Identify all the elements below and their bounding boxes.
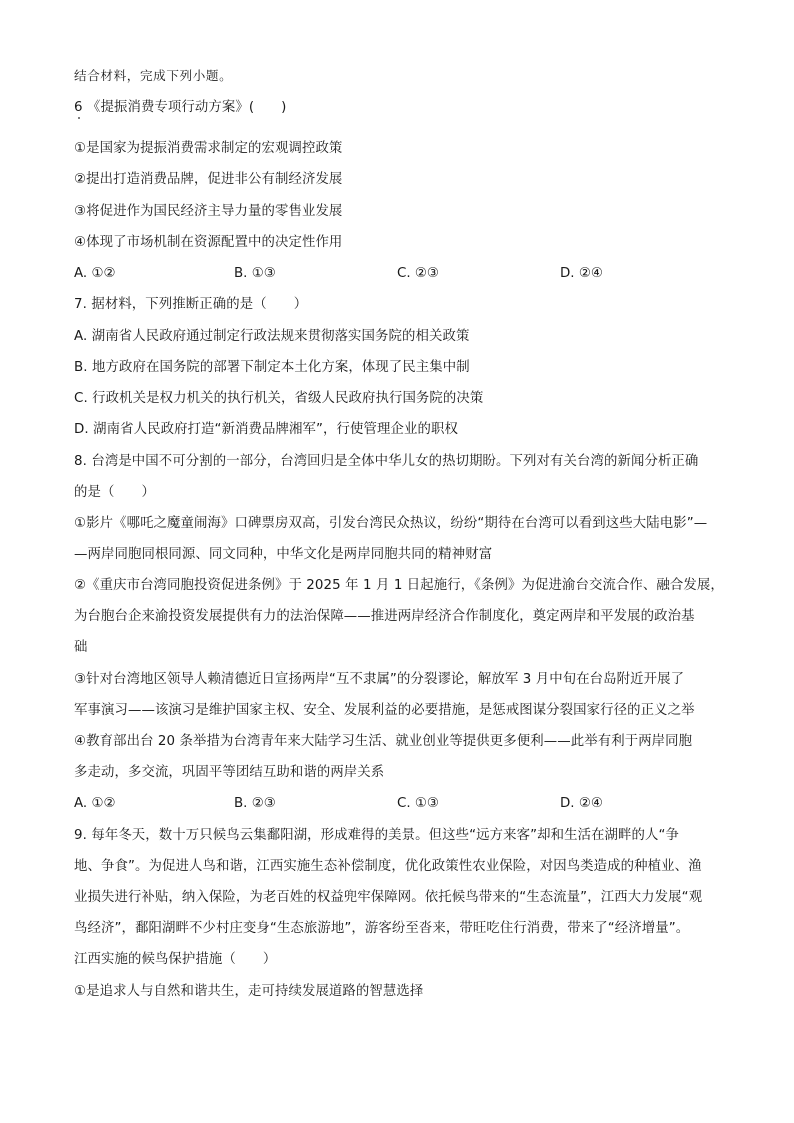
q6-option-c[interactable]: C. ②③ (397, 266, 439, 281)
q9-stem-line-4: 鸟经济”，鄱阳湖畔不少村庄变身“生态旅游地”，游客纷至沓来，带旺吃住行消费，带来了“经济增量”。 (74, 921, 690, 936)
q9-stem-line-3: 业损失进行补贴，纳入保险，为老百姓的权益兜牢保障网。依托候鸟带来的“生态流量”，江西大力发展“观 (74, 890, 703, 905)
q6-item-2: ②提出打造消费品牌，促进非公有制经济发展 (74, 172, 343, 187)
q8-item-line-1: ①影片《哪吒之魔童闹海》口碑票房双高，引发台湾民众热议，纷纷“期待在台湾可以看到这些大陆电影”— (74, 516, 708, 531)
q9-item-1: ①是追求人与自然和谐共生，走可持续发展道路的智慧选择 (74, 984, 424, 999)
q8-option-b[interactable]: B. ②③ (234, 796, 276, 811)
q8-item-line-7: 军事演习——该演习是维护国家主权、安全、发展利益的必要措施，是惩戒图谋分裂国家行径的正义之举 (74, 703, 695, 718)
q7-option-b[interactable]: B. 地方政府在国务院的部署下制定本土化方案，体现了民主集中制 (74, 360, 470, 375)
stray-dot (78, 117, 80, 119)
q6-item-3: ③将促进作为国民经济主导力量的零售业发展 (74, 204, 343, 219)
q8-item-line-5: 础 (74, 640, 88, 655)
q9-stem-line-2: 地、争食”。为促进人鸟和谐，江西实施生态补偿制度，优化政策性农业保险，对因鸟类造成的种植业、渔 (74, 859, 702, 874)
q7-option-a[interactable]: A. 湖南省人民政府通过制定行政法规来贯彻落实国务院的相关政策 (74, 329, 470, 344)
q8-options (74, 794, 734, 814)
q6-option-b[interactable]: B. ①③ (234, 266, 276, 281)
q6-item-4: ④体现了市场机制在资源配置中的决定性作用 (74, 235, 343, 250)
q8-item-line-9: 多走动，多交流，巩固平等团结互助和谐的两岸关系 (74, 765, 385, 780)
q8-option-c[interactable]: C. ①③ (397, 796, 439, 811)
q7-stem: 7. 据材料，下列推断正确的是（ ） (74, 297, 308, 312)
q8-option-d[interactable]: D. ②④ (560, 796, 603, 811)
q6-stem: 6 《提振消费专项行动方案》( ) (74, 100, 287, 115)
q8-item-line-4: 为台胞台企来渝投资发展提供有力的法治保障——推进两岸经济合作制度化，奠定两岸和平发展的政治基 (74, 609, 695, 624)
q9-stem-line-1: 9. 每年冬天，数十万只候鸟云集鄱阳湖，形成难得的美景。但这些“远方来客”却和生活在湖畔的人“争 (74, 828, 680, 843)
q8-stem-line-1: 8. 台湾是中国不可分割的一部分，台湾回归是全体中华儿女的热切期盼。下列对有关台湾的新闻分析正确 (74, 454, 699, 469)
material-instruction: 结合材料，完成下列小题。 (74, 68, 233, 83)
q8-item-line-6: ③针对台湾地区领导人赖清德近日宣扬两岸“互不隶属”的分裂谬论，解放军 3 月中旬在台岛附近开展了 (74, 672, 685, 687)
q6-options (74, 264, 734, 284)
q9-stem-line-5: 江西实施的候鸟保护措施（ ） (74, 952, 277, 967)
q6-option-a[interactable]: A. ①② (74, 266, 116, 281)
q8-item-line-8: ④教育部出台 20 条举措为台湾青年来大陆学习生活、就业创业等提供更多便利——此举有利于两岸同胞 (74, 734, 693, 749)
q6-item-1: ①是国家为提振消费需求制定的宏观调控政策 (74, 141, 343, 156)
q6-option-d[interactable]: D. ②④ (560, 266, 603, 281)
q8-item-line-2: —两岸同胞同根同源、同文同种，中华文化是两岸同胞共同的精神财富 (74, 547, 493, 562)
q8-option-a[interactable]: A. ①② (74, 796, 116, 811)
q8-stem-line-2: 的是（ ） (74, 485, 155, 500)
q7-option-c[interactable]: C. 行政机关是权力机关的执行机关，省级人民政府执行国务院的决策 (74, 391, 484, 406)
q8-item-line-3: ②《重庆市台湾同胞投资促进条例》于 2025 年 1 月 1 日起施行，《条例》为促进渝台交流合作、融合发展， (74, 578, 724, 593)
q7-option-d[interactable]: D. 湖南省人民政府打造“新消费品牌湘军”，行使管理企业的职权 (74, 422, 458, 437)
